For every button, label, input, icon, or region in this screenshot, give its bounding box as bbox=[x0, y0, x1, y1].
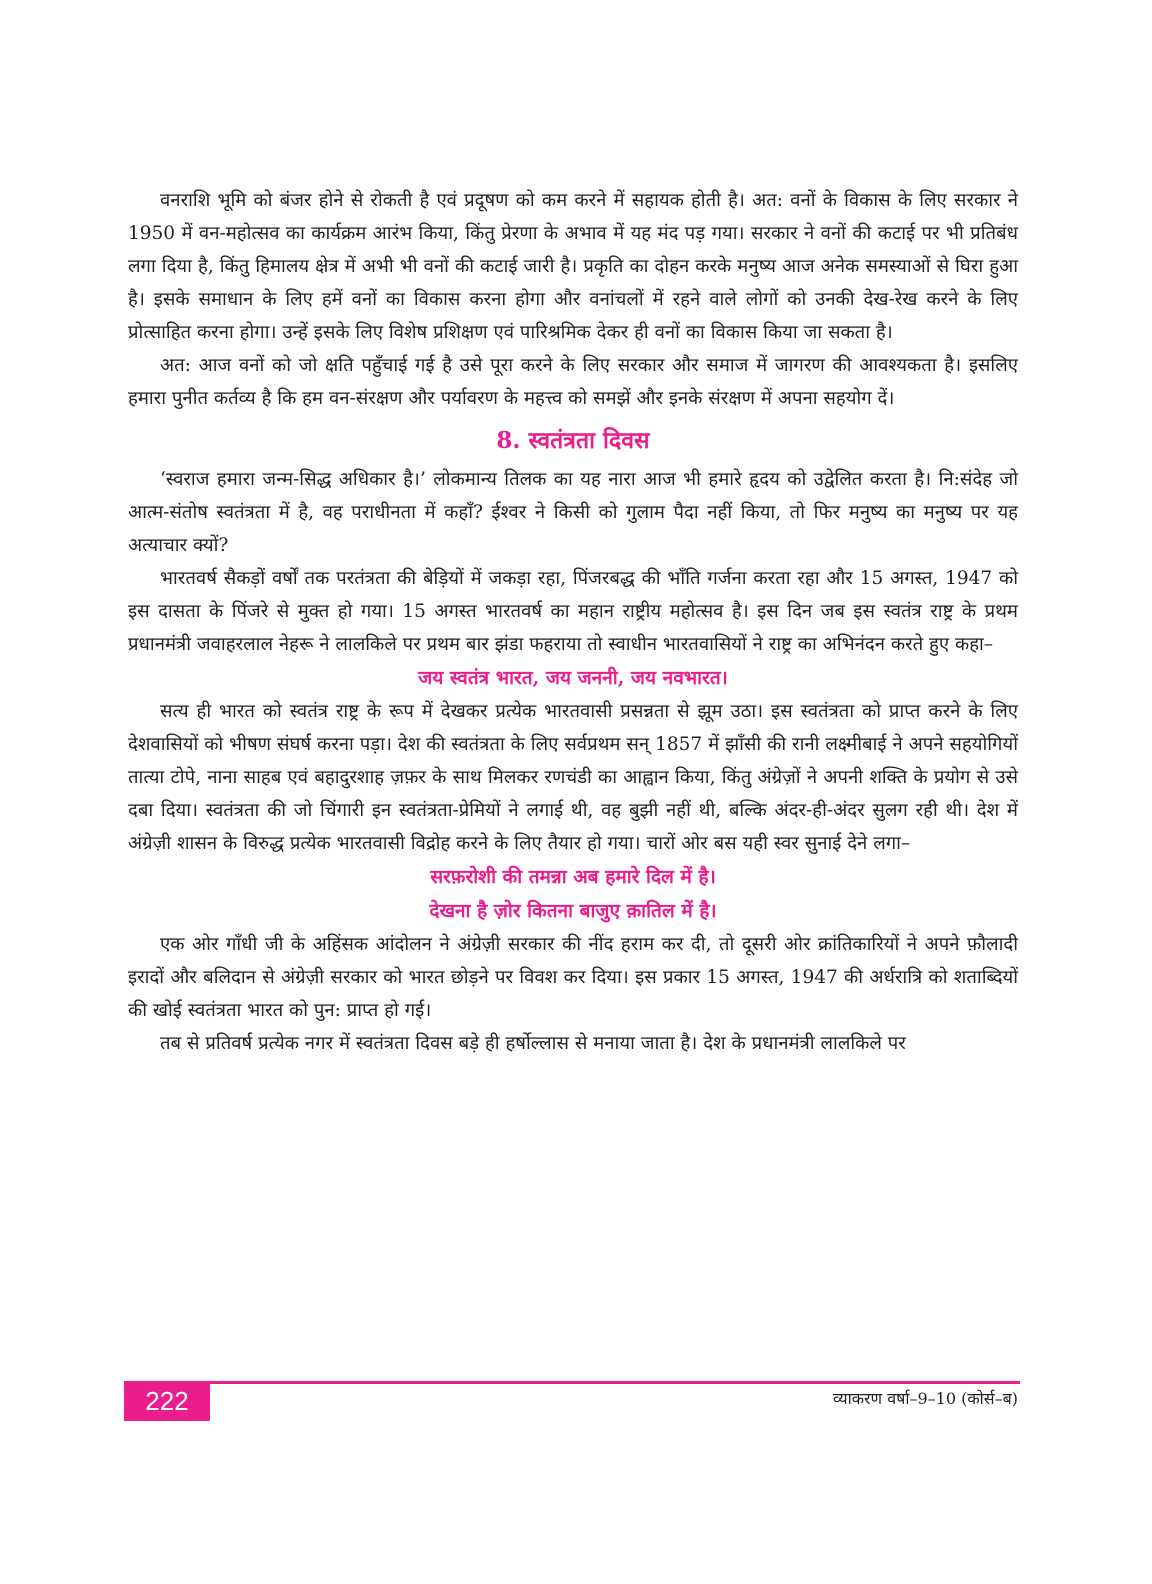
page-content bbox=[128, 184, 1018, 1060]
paragraph-swaraj: ‘स्वराज हमारा जन्म-सिद्ध अधिकार है।’ लोकमान्य तिलक का यह नारा आज भी हमारे हृदय को उद्वेलित करता है। नि:संदेह जो आत्म-संतोष स्वतंत्रता में है, वह पराधीनता में कहाँ? ईश्वर ने किसी को गुलाम पैदा नहीं किया, तो फिर मनुष्य का मनुष्य पर यह अत्याचार क्यों? bbox=[128, 469, 1018, 556]
paragraph-gandhi: एक ओर गाँधी जी के अहिंसक आंदोलन ने अंग्रेज़ी सरकार की नींद हराम कर दी, तो दूसरी ओर क्रांतिकारियों ने अपने फ़ौलादी इरादों और बलिदान से अंग्रेज़ी सरकार को भारत छोड़ने पर विवश कर दिया। इस प्रकार 15 अगस्त, 1947 की अर्धरात्रि को शताब्दियों की खोई स्वतंत्रता भारत को पुन: प्राप्त हो गई। bbox=[128, 934, 1018, 1021]
section-heading: 8. स्वतंत्रता दिवस bbox=[496, 427, 650, 454]
book-title: व्याकरण वर्षा–9–10 (कोर्स–ब) bbox=[832, 1389, 1018, 1408]
footer-divider bbox=[124, 1381, 1020, 1384]
paragraph-forest-conclusion: अत: आज वनों को जो क्षति पहुँचाई गई है उसे पूरा करने के लिए सरकार और समाज में जागरण की आवश्यकता है। इसलिए हमारा पुनीत कर्तव्य है कि हम वन-संरक्षण और पर्यावरण के महत्त्व को समझें और इनके संरक्षण में अपना सहयोग दें। bbox=[128, 355, 1018, 409]
verse-line-1: सरफ़रोशी की तमन्ना अब हमारे दिल में है। bbox=[430, 866, 716, 888]
quote-jay-bharat: जय स्वतंत्र भारत, जय जननी, जय नवभारत। bbox=[418, 667, 728, 689]
paragraph-celebration: तब से प्रतिवर्ष प्रत्येक नगर में स्वतंत्रता दिवस बड़े ही हर्षोल्लास से मनाया जाता है। देश के प्रधानमंत्री लालकिले पर bbox=[160, 1033, 906, 1054]
paragraph-struggle: सत्य ही भारत को स्वतंत्र राष्ट्र के रूप में देखकर प्रत्येक भारतवासी प्रसन्नता से झूम उठा। इस स्वतंत्रता को प्राप्त करने के लिए देशवासियों को भीषण संघर्ष करना पड़ा। देश की स्वतंत्रता के लिए सर्वप्रथम सन् 1857 में झाँसी की रानी लक्ष्मीबाई ने अपने सहयोगियों तात्या टोपे, नाना साहब एवं बहादुरशाह ज़फ़र के साथ मिलकर रणचंडी का आह्वान किया, किंतु अंग्रेज़ों ने अपनी शक्ति के प्रयोग से उसे दबा दिया। स्वतंत्रता की जो चिंगारी इन स्वतंत्रता-प्रेमियों ने लगाई थी, वह बुझी नहीं थी, बल्कि अंदर-ही-अंदर सुलग रही थी। देश में अंग्रेज़ी शासन के विरुद्ध प्रत्येक भारतवासी विद्रोह करने के लिए तैयार हो गया। चारों ओर बस यही स्वर सुनाई देने लगा– bbox=[128, 701, 1018, 854]
verse-line-2: देखना है ज़ोर कितना बाजुए क़ातिल में है। bbox=[429, 900, 717, 922]
paragraph-forest-development: वनराशि भूमि को बंजर होने से रोकती है एवं प्रदूषण को कम करने में सहायक होती है। अत: वनों के विकास के लिए सरकार ने 1950 में वन-महोत्सव का कार्यक्रम आरंभ किया, किंतु प्रेरणा के अभाव में यह मंद पड़ गया। सरकार ने वनों की कटाई पर भी प्रतिबंध लगा दिया है, किंतु हिमालय क्षेत्र में अभी भी वनों की कटाई जारी है। प्रकृति का दोहन करके मनुष्य आज अनेक समस्याओं से घिरा हुआ है। इसके समाधान के लिए हमें वनों का विकास करना होगा और वनांचलों में रहने वाले लोगों को उनकी देख-रेख करने के लिए प्रोत्साहित करना होगा। उन्हें इसके लिए विशेष प्रशिक्षण एवं पारिश्रमिक देकर ही वनों का विकास किया जा सकता है। bbox=[128, 190, 1018, 343]
page-number: 222 bbox=[124, 1381, 210, 1421]
paragraph-independence: भारतवर्ष सैकड़ों वर्षों तक परतंत्रता की बेड़ियों में जकड़ा रहा, पिंजरबद्ध की भाँति गर्जना करता रहा और 15 अगस्त, 1947 को इस दासता के पिंजरे से मुक्त हो गया। 15 अगस्त भारतवर्ष का महान राष्ट्रीय महोत्सव है। इस दिन जब इस स्वतंत्र राष्ट्र के प्रथम प्रधानमंत्री जवाहरलाल नेहरू ने लालकिले पर प्रथम बार झंडा फहराया तो स्वाधीन भारतवासियों ने राष्ट्र का अभिनंदन करते हुए कहा– bbox=[128, 568, 1018, 655]
